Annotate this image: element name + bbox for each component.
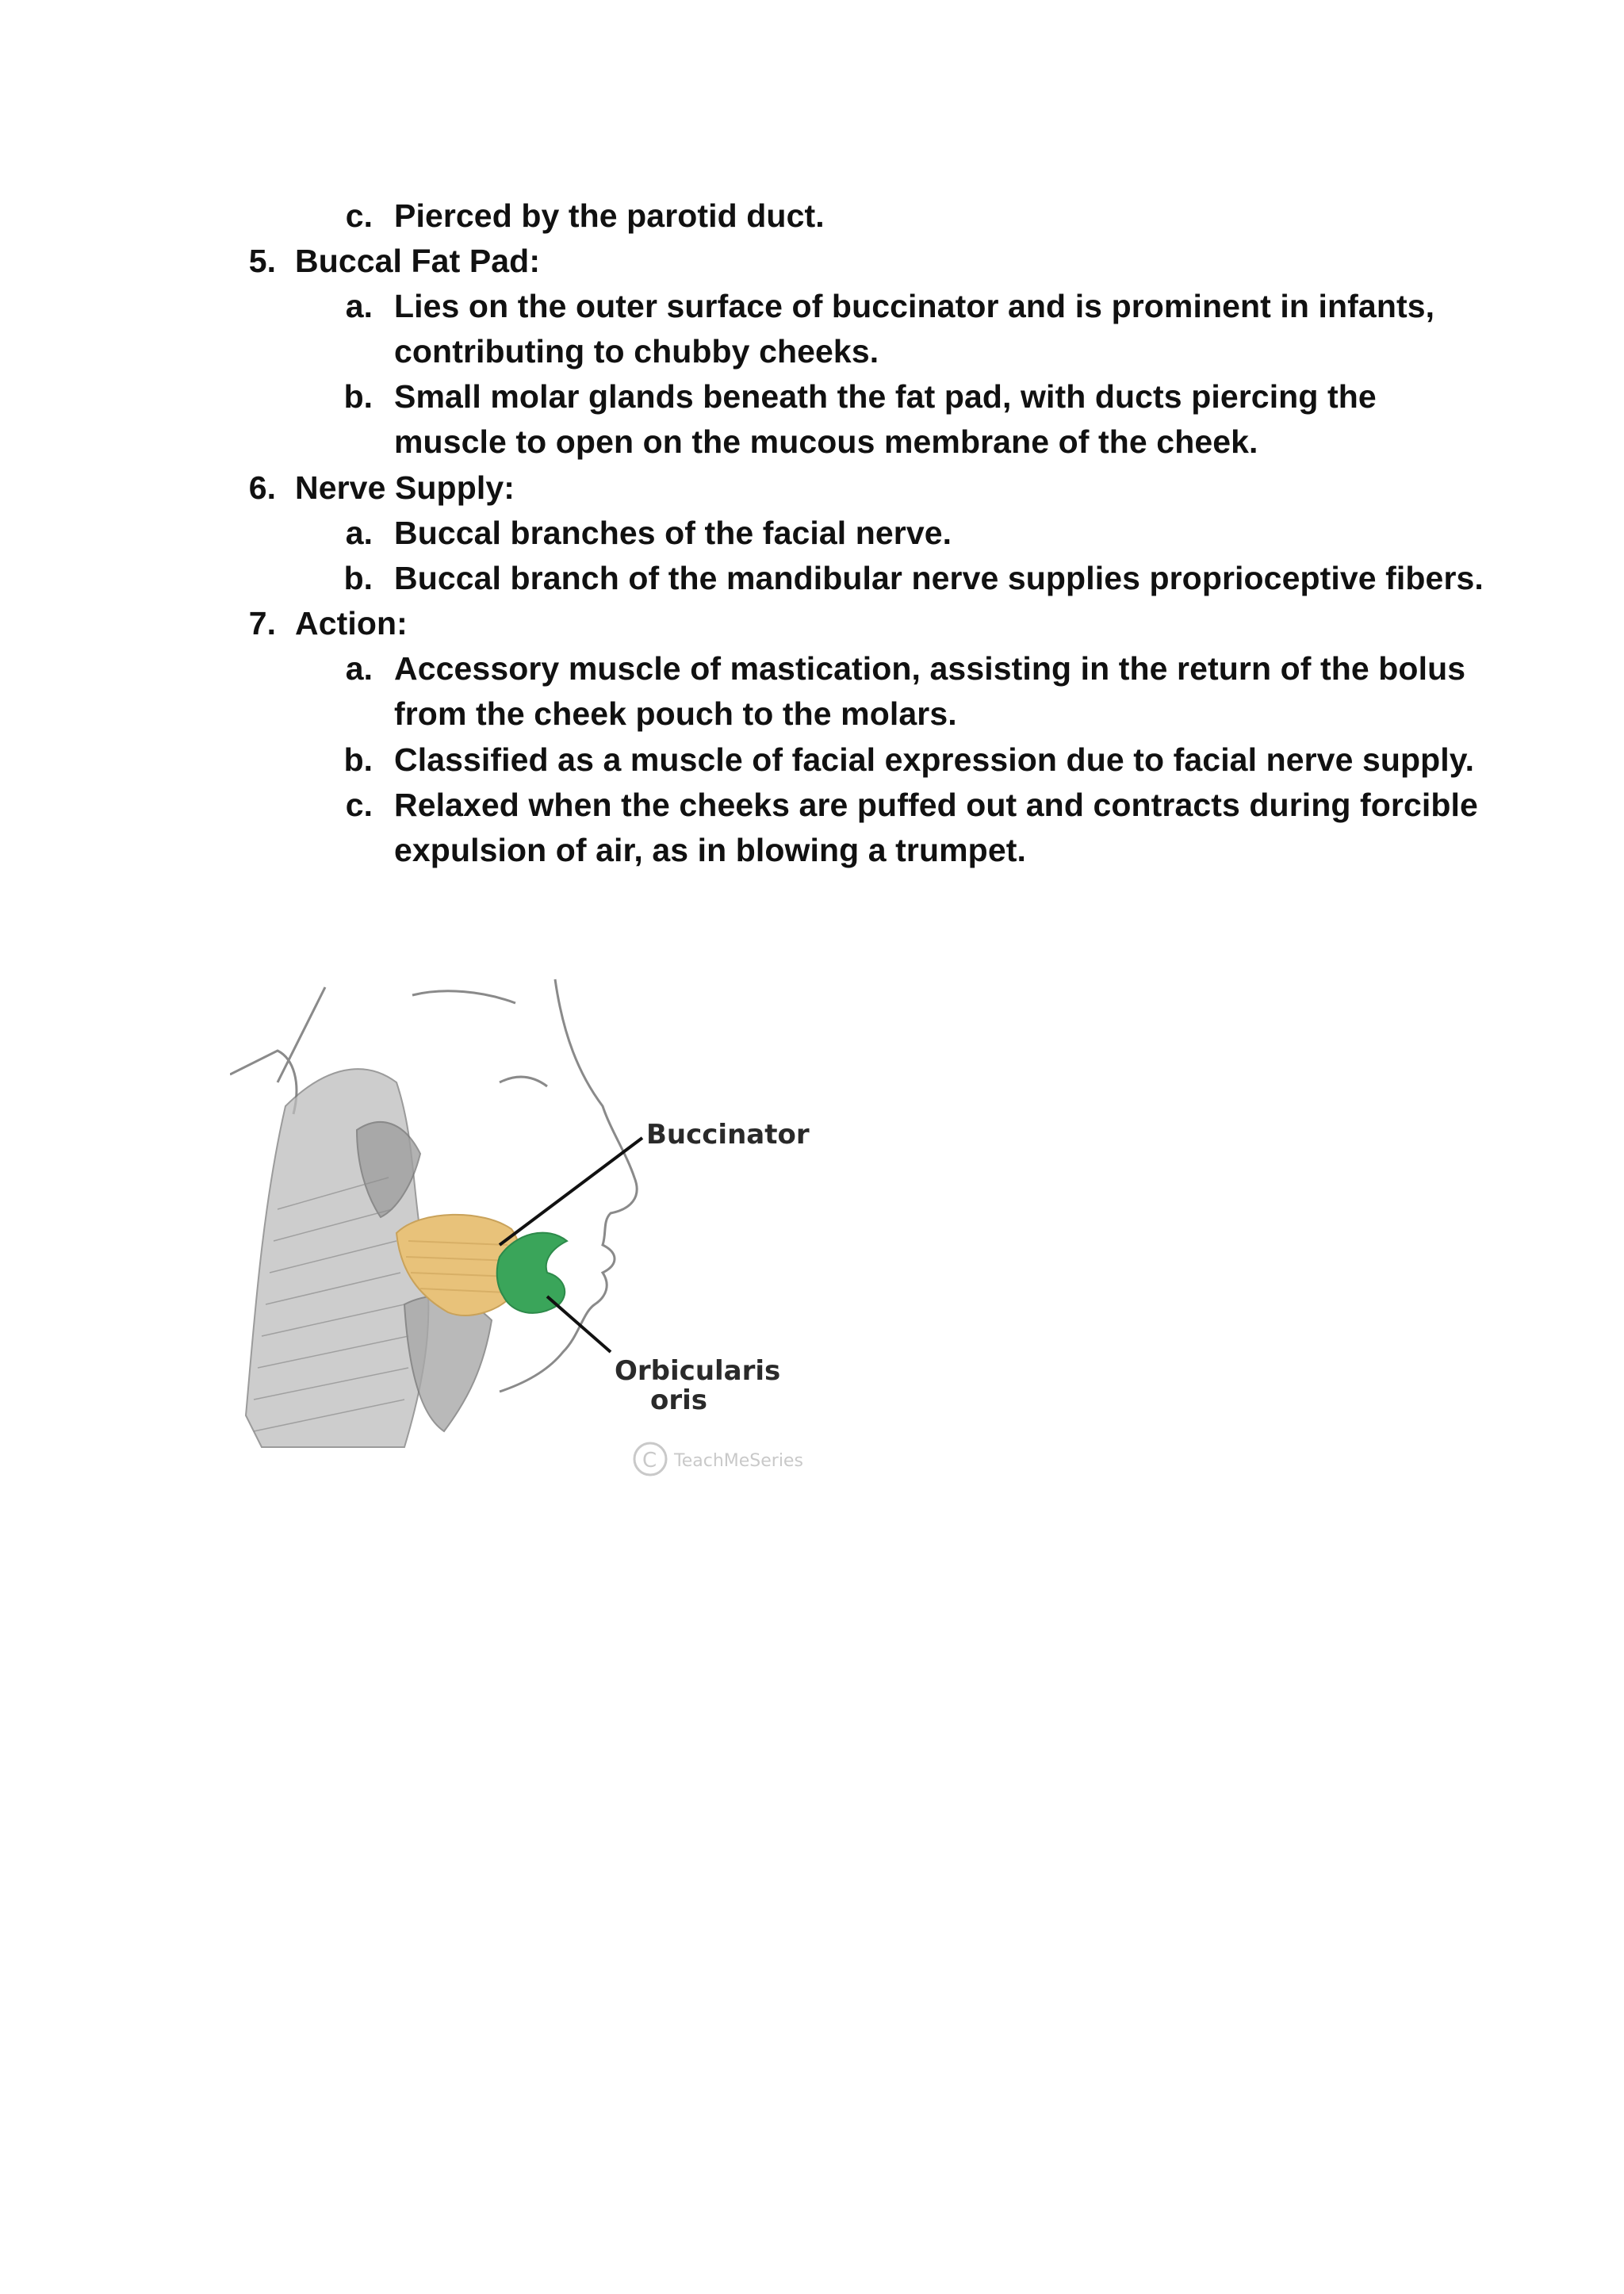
orbicularis-label-line1: Orbicularis bbox=[615, 1355, 781, 1387]
list-marker: a. bbox=[345, 288, 373, 324]
anatomy-figure bbox=[230, 971, 841, 1495]
section-heading: Nerve Supply: bbox=[295, 469, 515, 506]
list-marker: 6. bbox=[248, 469, 276, 506]
svg-text:C: C bbox=[642, 1449, 657, 1473]
list-item-text: Lies on the outer surface of buccinator and is prominent in infants, bbox=[394, 288, 1435, 324]
face-illustration bbox=[230, 971, 841, 1495]
list-item-text: Relaxed when the cheeks are puffed out and contracts during forcible bbox=[394, 787, 1478, 823]
section-heading: Buccal Fat Pad: bbox=[295, 243, 541, 279]
list-item-text: Classified as a muscle of facial expression due to facial nerve supply. bbox=[394, 741, 1475, 778]
section-heading: Action: bbox=[295, 605, 408, 641]
list-item-text: from the cheek pouch to the molars. bbox=[394, 695, 957, 732]
list-item-text: muscle to open on the mucous membrane of the cheek. bbox=[394, 423, 1258, 460]
list-item-text: Small molar glands beneath the fat pad, with ducts piercing the bbox=[394, 378, 1377, 415]
list-marker: a. bbox=[345, 650, 373, 687]
list-item-text: Accessory muscle of mastication, assisting in the return of the bolus bbox=[394, 650, 1466, 687]
list-item-text: Buccal branch of the mandibular nerve supplies proprioceptive fibers. bbox=[394, 560, 1484, 596]
list-item-text: Pierced by the parotid duct. bbox=[394, 197, 825, 234]
list-marker: b. bbox=[343, 560, 373, 596]
list-marker: b. bbox=[343, 741, 373, 778]
list-marker: b. bbox=[343, 378, 373, 415]
list-marker: 7. bbox=[248, 605, 276, 641]
watermark-text: TeachMeSeries bbox=[674, 1451, 803, 1471]
list-item-text: expulsion of air, as in blowing a trumpet. bbox=[394, 832, 1026, 868]
buccinator-label: Buccinator bbox=[646, 1119, 810, 1151]
list-item-text: contributing to chubby cheeks. bbox=[394, 333, 879, 370]
orbicularis-label-line2: oris bbox=[650, 1384, 708, 1416]
list-marker: c. bbox=[345, 787, 373, 823]
list-item-text: Buccal branches of the facial nerve. bbox=[394, 515, 952, 551]
list-marker: a. bbox=[345, 515, 373, 551]
list-marker: 5. bbox=[248, 243, 276, 279]
list-marker: c. bbox=[345, 197, 373, 234]
